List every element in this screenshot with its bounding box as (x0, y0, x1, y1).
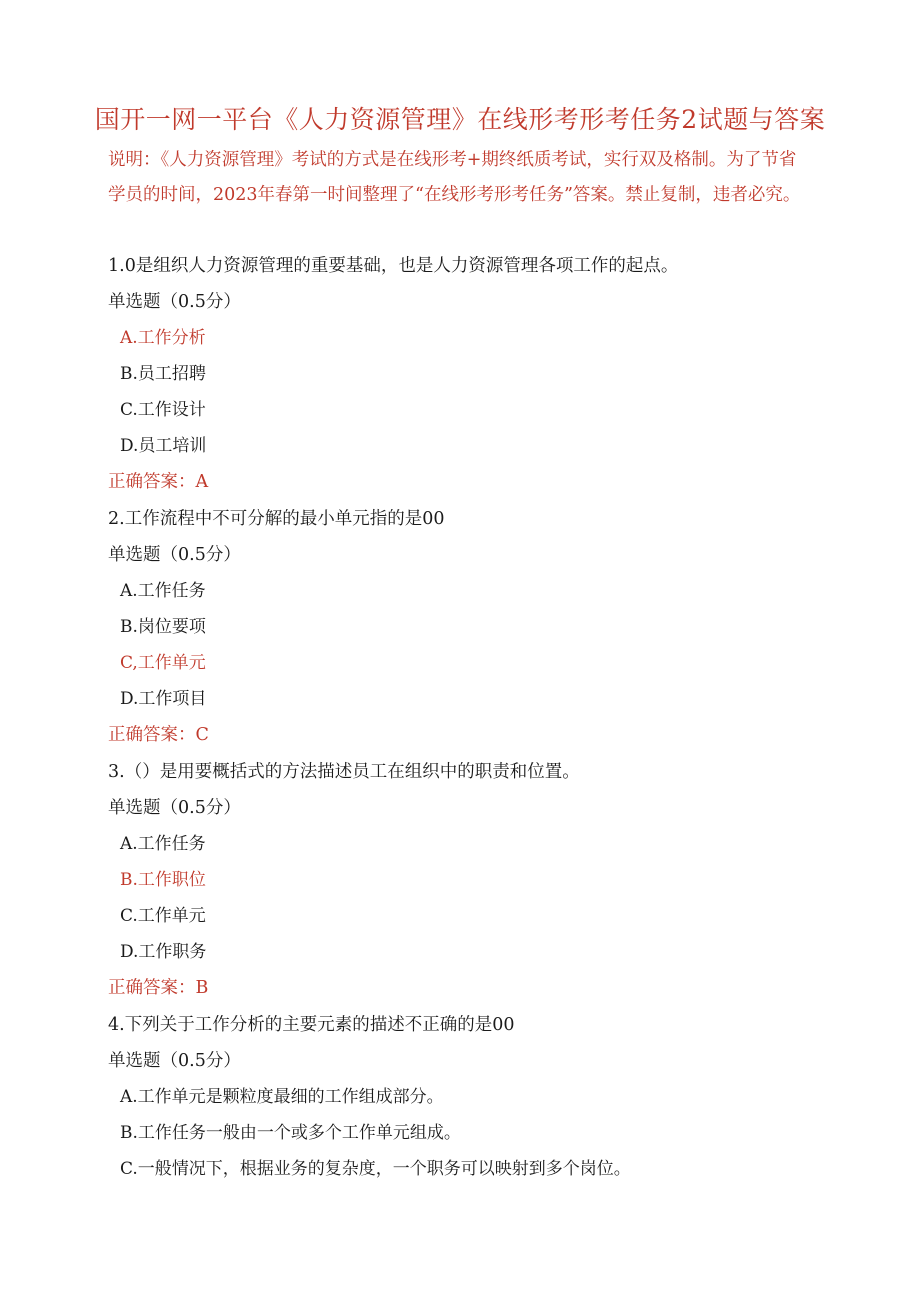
question-1-option-a: A.工作分析 (120, 328, 206, 348)
question-4-type: 单选题（0.5分） (108, 1051, 241, 1071)
question-2-type: 单选题（0.5分） (108, 545, 241, 565)
question-4-option-b: B.工作任务一般由一个或多个工作单元组成。 (120, 1123, 461, 1143)
question-2-option-d: D.工作项目 (120, 689, 207, 709)
question-3-option-a: A.工作任务 (120, 834, 206, 854)
question-3-option-b: B.工作职位 (120, 870, 206, 890)
question-3-option-c: C.工作单元 (120, 906, 206, 926)
question-2-option-a: A.工作任务 (120, 581, 206, 601)
document-title: 国开一网一平台《人力资源管理》在线形考形考任务2试题与答案 (94, 105, 826, 134)
question-4-text: 4.下列关于工作分析的主要元素的描述不正确的是00 (108, 1015, 515, 1035)
question-2-text: 2.工作流程中不可分解的最小单元指的是00 (108, 509, 445, 529)
question-2-option-c: C,工作单元 (120, 653, 206, 673)
question-1-type: 单选题（0.5分） (108, 292, 241, 312)
question-3-option-d: D.工作职务 (120, 942, 207, 962)
document-intro: 说明：《人力资源管理》考试的方式是在线形考+期终纸质考试，实行双及格制。为了节省学员的时间，2023年春第一时间整理了“在线形考形考任务”答案。禁止复制，违者必究。 (108, 150, 801, 205)
question-4-option-c: C.一般情况下，根据业务的复杂度，一个职务可以映射到多个岗位。 (120, 1159, 631, 1179)
question-2-answer: 正确答案：C (108, 725, 209, 745)
question-1-option-b: B.员工招聘 (120, 364, 206, 384)
question-3-text: 3.（）是用要概括式的方法描述员工在组织中的职责和位置。 (108, 762, 580, 782)
question-3-answer: 正确答案：B (108, 978, 209, 998)
question-1-text: 1.0是组织人力资源管理的重要基础，也是人力资源管理各项工作的起点。 (108, 256, 679, 276)
question-4-option-a: A.工作单元是颗粒度最细的工作组成部分。 (120, 1087, 444, 1107)
question-3-type: 单选题（0.5分） (108, 798, 241, 818)
question-1-option-d: D.员工培训 (120, 436, 207, 456)
question-1-option-c: C.工作设计 (120, 400, 206, 420)
question-2-option-b: B.岗位要项 (120, 617, 206, 637)
question-1-answer: 正确答案：A (108, 472, 209, 492)
